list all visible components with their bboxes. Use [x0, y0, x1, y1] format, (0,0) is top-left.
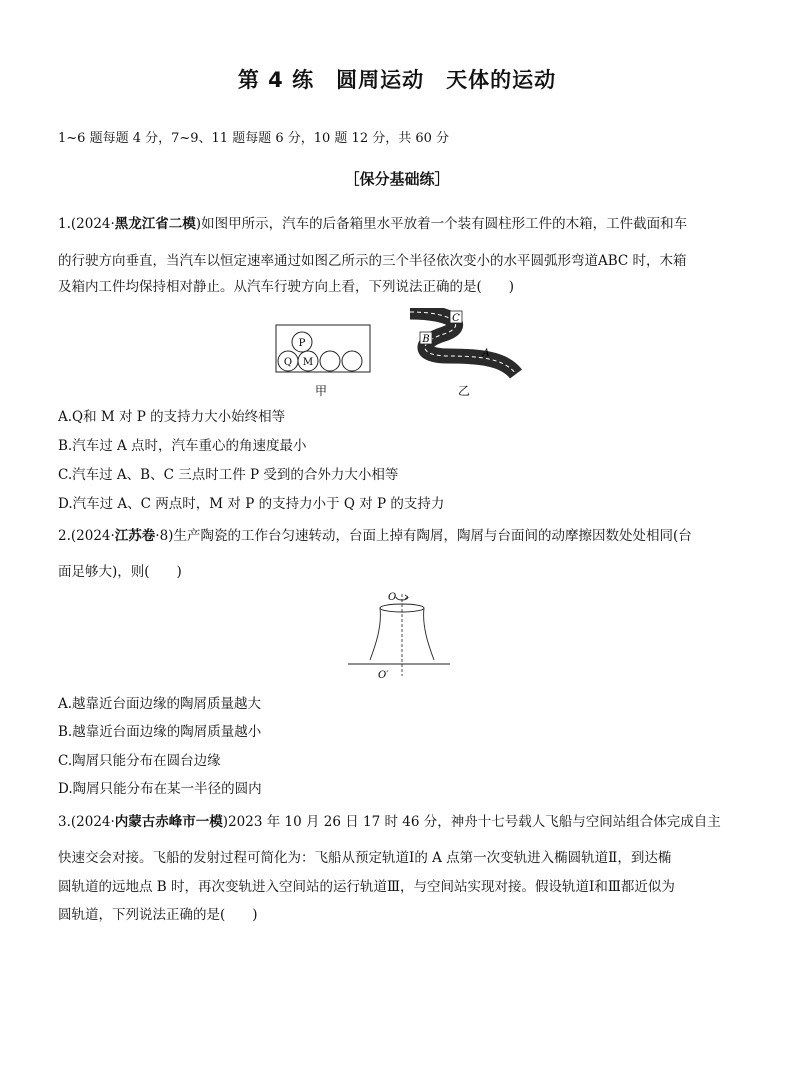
q2-stem-line2: 面足够大)，则( ) — [58, 564, 182, 580]
q2-source: 江苏卷 — [114, 528, 156, 544]
q1-stem-line3: 及箱内工件均保持相对静止。从汽车行驶方向上看，下列说法正确的是( ) — [58, 279, 515, 295]
label-m: M — [302, 357, 314, 368]
figure-jia — [274, 321, 374, 377]
label-o: O — [388, 592, 397, 603]
q1-stem-line1 — [58, 212, 687, 232]
q3-number: 3.(2024· — [58, 814, 115, 830]
caption-jia: 甲 — [315, 384, 328, 398]
label-p: P — [298, 338, 306, 349]
figure-yi — [404, 308, 522, 380]
road-label-b: B — [422, 334, 430, 345]
q3-stem-line2: 快速交会对接。飞船的发射过程可简化为：飞船从预定轨道Ⅰ的 A 点第一次变轨进入椭圆轨道Ⅱ，到达椭 — [58, 850, 672, 866]
q1-option-d: D.汽车过 A、C 两点时，M 对 P 的支持力小于 Q 对 P 的支持力 — [58, 496, 445, 512]
q1-option-a: A.Q和 M 对 P 的支持力大小始终相等 — [58, 409, 286, 425]
q2-stem-line1 — [58, 524, 692, 544]
q2-option-d: D.陶屑只能分布在某一半径的圆内 — [58, 781, 262, 797]
label-q: Q — [283, 357, 293, 368]
q1-option-b: B.汽车过 A 点时，汽车重心的角速度最小 — [58, 438, 307, 454]
q1-stem-line2: 的行驶方向垂直，当汽车以恒定速率通过如图乙所示的三个半径依次变小的水平圆弧形弯道ABC 时，木箱 — [58, 253, 687, 269]
q3-stem-line1 — [58, 810, 721, 830]
label-o-prime: O′ — [378, 670, 389, 681]
road-label-a: A — [482, 348, 490, 359]
q1-option-c: C.汽车过 A、B、C 三点时工件 P 受到的合外力大小相等 — [58, 467, 399, 483]
q3-source: 内蒙古赤峰市一模 — [114, 814, 223, 830]
q3-stem-line3: 圆轨道的远地点 B 时，再次变轨进入空间站的运行轨道Ⅲ，与空间站实现对接。假设轨道Ⅰ和Ⅲ都近似为 — [58, 879, 675, 895]
q1-number: 1.(2024· — [58, 216, 115, 232]
q1-stem-text1: )如图甲所示，汽车的后备箱里水平放着一个装有圆柱形工件的木箱，工件截面和车 — [195, 216, 688, 232]
score-line: 1~6 题每题 4 分，7~9、11 题每题 6 分，10 题 12 分，共 60 分 — [58, 131, 450, 146]
q3-stem-line4: 圆轨道，下列说法正确的是( ) — [58, 907, 258, 923]
road-label-c: C — [452, 313, 460, 324]
q2-option-a: A.越靠近台面边缘的陶屑质量越大 — [58, 696, 262, 712]
cylinder-4 — [320, 351, 340, 371]
q2-number: 2.(2024· — [58, 528, 115, 544]
figure-turntable — [344, 586, 454, 682]
q2-stem-text1: ·8)生产陶瓷的工作台匀速转动，台面上掉有陶屑，陶屑与台面间的动摩擦因数处处相同(台 — [155, 528, 692, 544]
caption-yi: 乙 — [458, 384, 471, 398]
q2-option-b: B.越靠近台面边缘的陶屑质量越小 — [58, 724, 262, 740]
q1-source: 黑龙江省二模 — [114, 216, 196, 232]
page-title: 第 4 练 圆周运动 天体的运动 — [237, 68, 557, 92]
cylinder-5 — [342, 351, 362, 371]
q2-option-c: C.陶屑只能分布在圆台边缘 — [58, 753, 221, 769]
section-heading: ［保分基础练］ — [344, 170, 450, 188]
q3-stem-text1: )2023 年 10 月 26 日 17 时 46 分，神舟十七号载人飞船与空间站组合体完成自主 — [222, 814, 721, 830]
